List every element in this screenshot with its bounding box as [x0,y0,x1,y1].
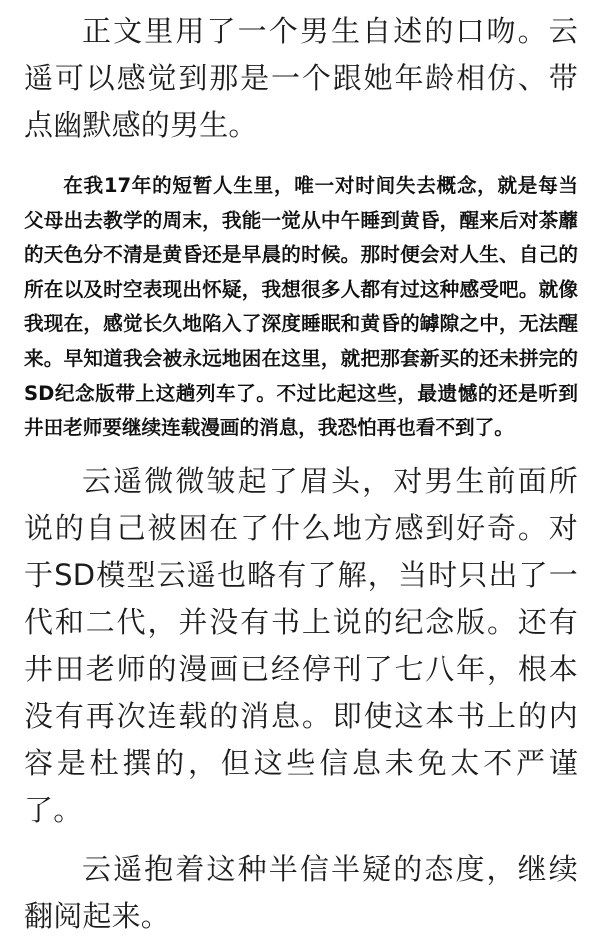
book-excerpt-paragraph: 在我17年的短暂人生里，唯一对时间失去概念，就是每当父母出去教学的周末，我能一觉从中午睡到黄昏，醒来后对茶蘼的天色分不清是黄昏还是早晨的时候。那时便会对人生、自己的所在以及时空表现出怀疑，我想很多人都有过这种感受吧。就像我现在，感觉长久地陷入了深度睡眠和黄昏的罅隙之中，无法醒来。早知道我会被永远地困在这里，就把那套新买的还未拼完的SD纪念版带上这趟列车了。不过比起这些，最遗憾的还是听到井田老师要继续连载漫画的消息，我恐怕再也看不到了。 [24,174,578,440]
narration-paragraph-2: 云遥微微皱起了眉头，对男生前面所说的自己被困在了什么地方感到好奇。对于SD模型云遥也略有了解，当时只出了一代和二代，并没有书上说的纪念版。还有井田老师的漫画已经停刊了七八年，根本没有再次连载的消息。即使这本书上的内容是杜撰的，但这些信息未免太不严谨了。 [24,463,578,827]
narration-paragraph-3: 云遥抱着这种半信半疑的态度，继续翻阅起来。 [24,851,578,933]
narration-paragraph-1: 正文里用了一个男生自述的口吻。云遥可以感觉到那是一个跟她年龄相仿、带点幽默感的男生。 [24,14,578,142]
